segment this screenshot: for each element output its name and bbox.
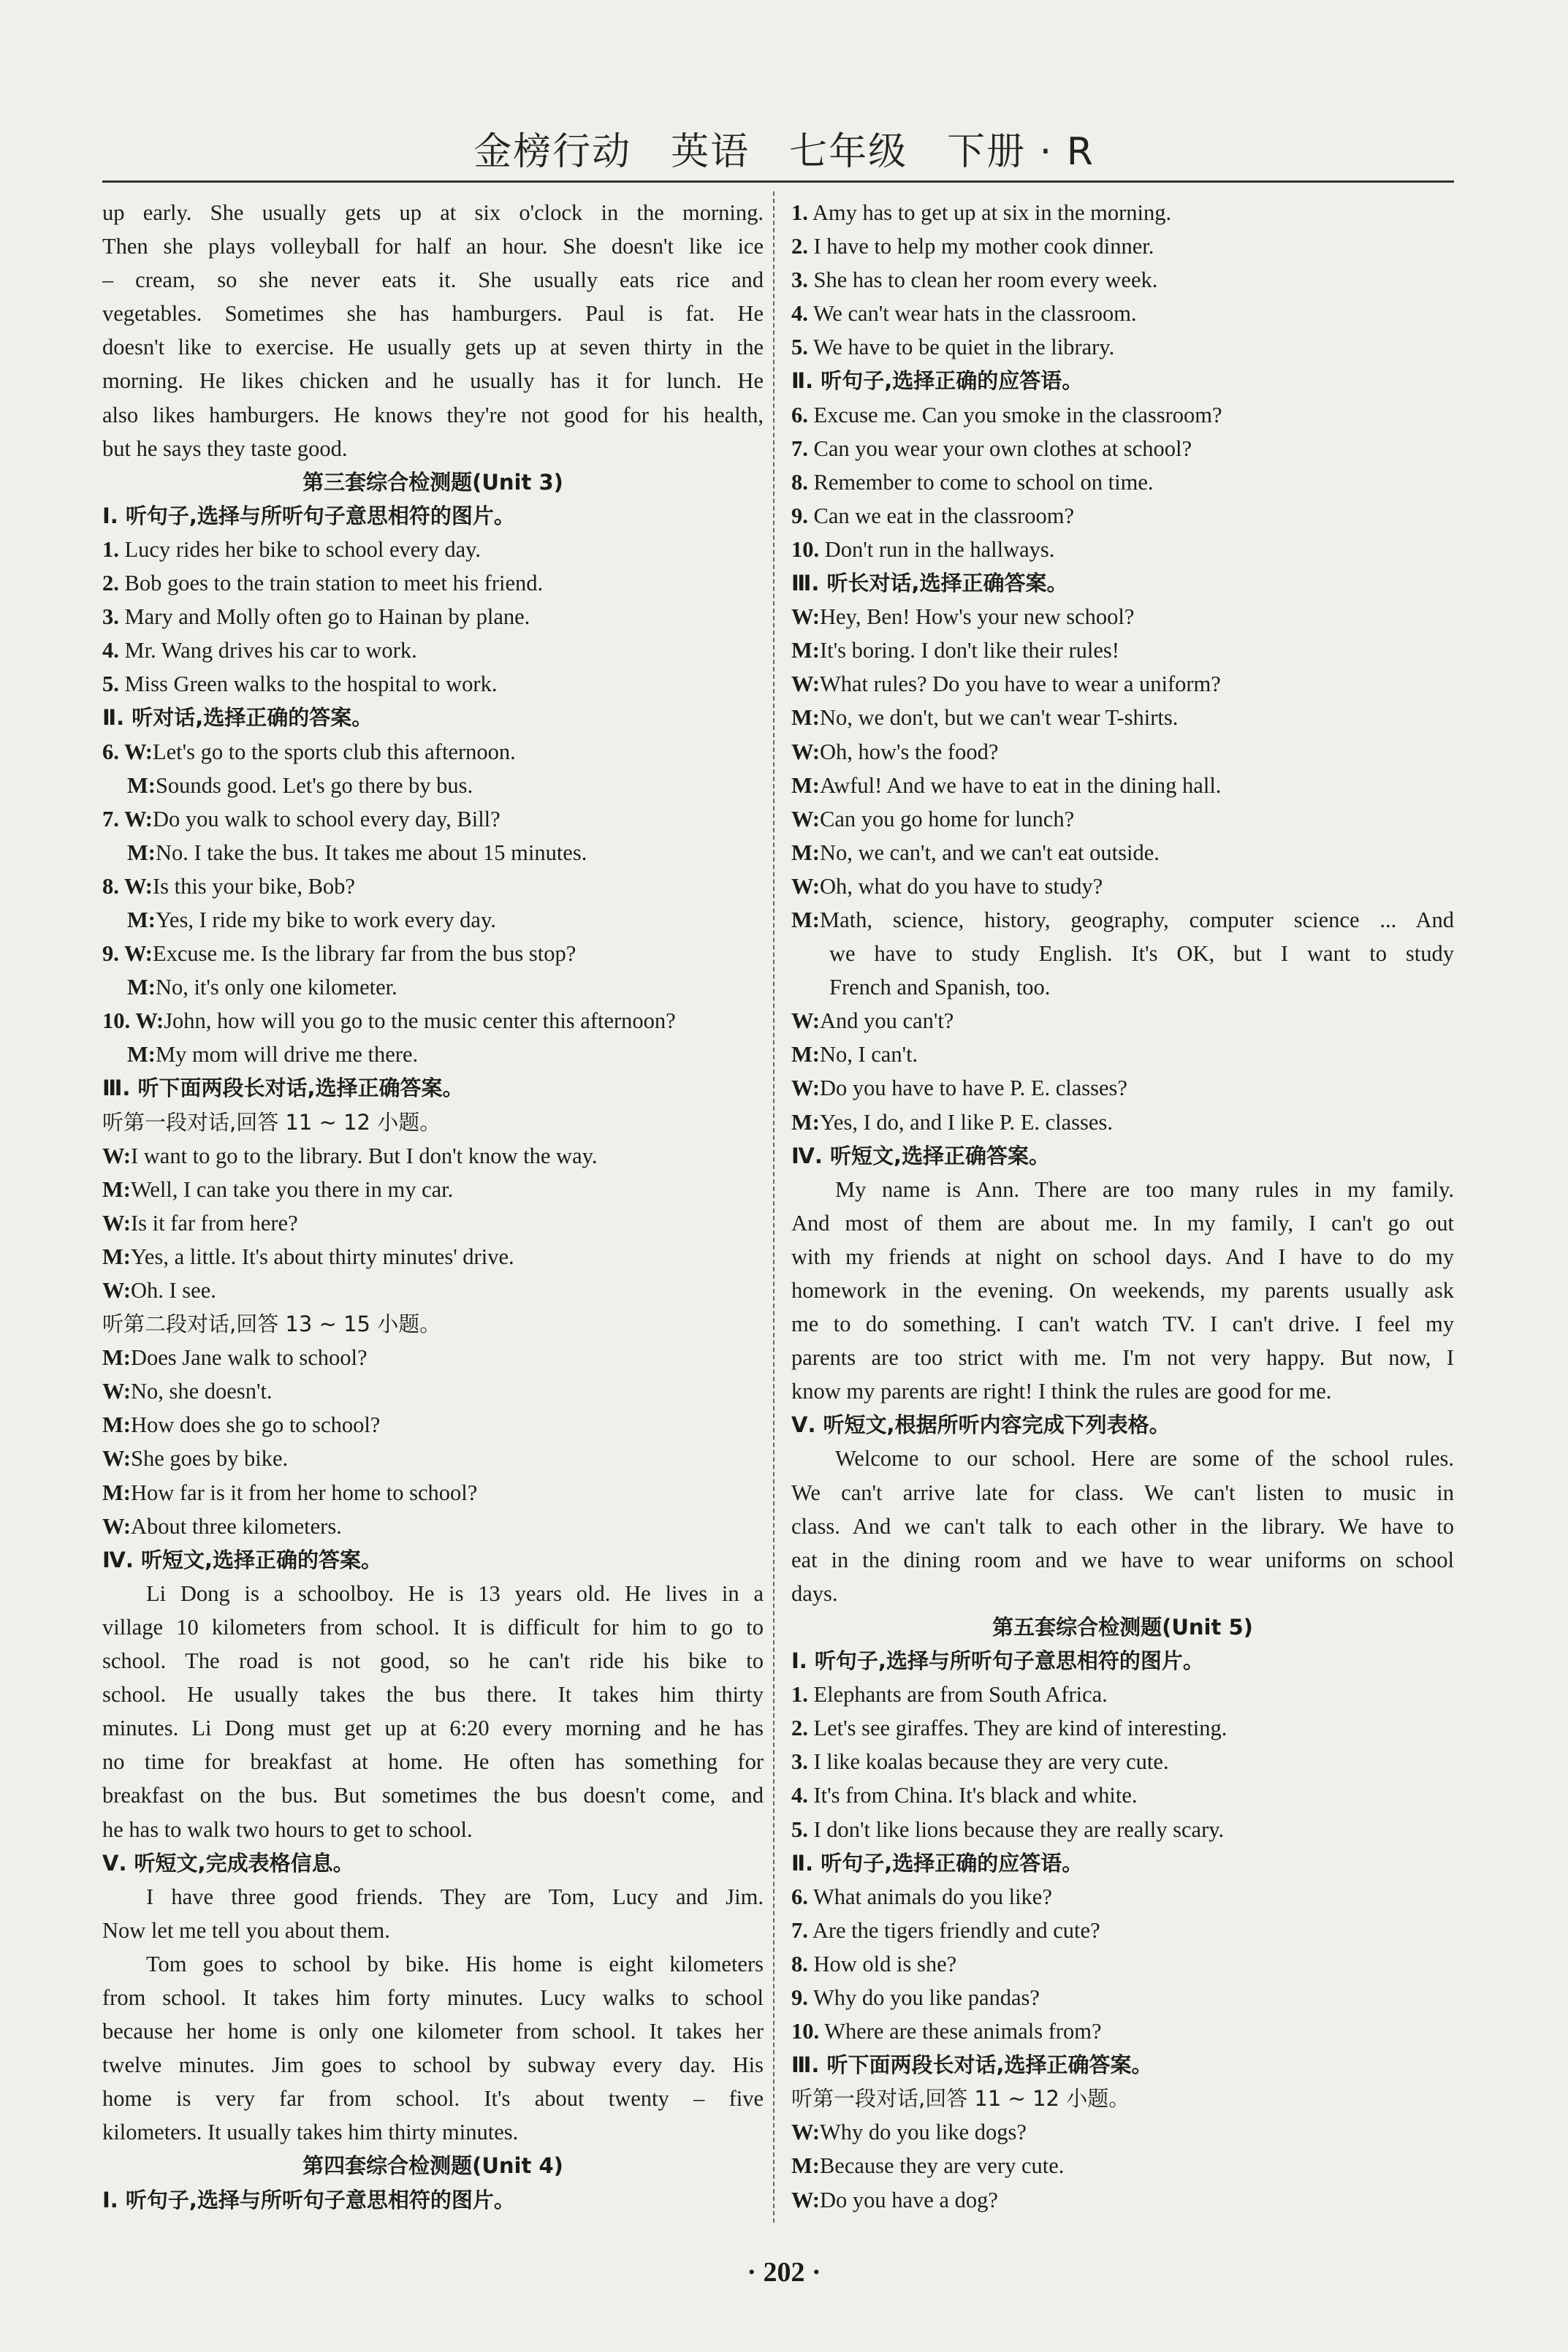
item-text: Yes, a little. It's about thirty minutes' drive. <box>130 1244 514 1269</box>
item-text: Math, science, history, geography, computer science ... And <box>819 907 1454 932</box>
passage-line: homework in the evening. On weekends, my parents usually ask <box>791 1278 1454 1303</box>
item-text: Let's see giraffes. They are kind of interesting. <box>807 1716 1228 1741</box>
passage-line: me to do something. I can't watch TV. I can't drive. I feel my <box>791 1312 1454 1337</box>
item-label: W: <box>102 1210 131 1236</box>
item-label: W: <box>791 2187 820 2212</box>
script-line <box>791 1105 1454 1139</box>
script-line <box>791 667 1454 701</box>
item-label: 6. <box>791 1884 808 1909</box>
passage-line: class. And we can't talk to each other in the library. We have to <box>791 1513 1454 1539</box>
script-line <box>791 2115 1454 2149</box>
item-text: My mom will drive me there. <box>155 1042 419 1067</box>
passage-line: Welcome to our school. Here are some of the school rules. <box>835 1446 1454 1472</box>
item-label: W: <box>791 671 820 697</box>
item-text: It's from China. It's black and white. <box>807 1783 1138 1808</box>
script-line <box>102 1510 764 1543</box>
script-line <box>791 398 1454 432</box>
item-text: Why do you like dogs? <box>819 2120 1027 2145</box>
passage-line: doesn't like to exercise. He usually gets up at seven thirty in the <box>102 335 764 360</box>
script-line <box>102 1341 764 1374</box>
instruction-line: 听第一段对话,回答 11 ~ 12 小题。 <box>102 1109 441 1135</box>
script-line <box>791 735 1454 769</box>
question-heading: Ⅰ. 听句子,选择与所听句子意思相符的图片。 <box>791 1648 1204 1674</box>
passage-line: with my friends at night on school days. And I have to do my <box>791 1244 1454 1269</box>
script-line <box>102 769 764 802</box>
column-divider <box>773 191 775 2223</box>
section-title: 第五套综合检测题(Unit 5) <box>992 1614 1253 1640</box>
item-label: M: <box>791 638 820 663</box>
item-label: M: <box>127 975 156 1000</box>
item-label: W: <box>791 873 820 899</box>
item-label: 2. <box>791 1716 808 1741</box>
script-line <box>102 735 764 769</box>
passage-line: twelve minutes. Jim goes to school by subway every day. His <box>102 2052 764 2078</box>
script-line <box>791 533 1454 566</box>
item-label: 10. <box>791 536 820 562</box>
header-rule <box>102 180 1454 183</box>
item-text: Do you have a dog? <box>819 2187 998 2212</box>
item-text: I have to help my mother cook dinner. <box>807 234 1154 259</box>
item-text: Bob goes to the train station to meet his friend. <box>118 571 544 596</box>
script-line <box>791 229 1454 263</box>
item-label: 8. W: <box>102 873 153 899</box>
item-text: Oh, what do you have to study? <box>819 873 1103 899</box>
item-text: Well, I can take you there in my car. <box>130 1176 454 1202</box>
item-text: No, she doesn't. <box>130 1379 273 1404</box>
item-label: 2. <box>102 571 119 596</box>
item-label: M: <box>127 907 156 932</box>
passage-line: but he says they taste good. <box>102 435 348 461</box>
script-line <box>102 970 764 1004</box>
script-line <box>102 533 764 566</box>
passage-line: from school. It takes him forty minutes. Lucy walks to school <box>102 1984 764 2010</box>
item-label: 3. <box>791 1749 808 1775</box>
item-text: Let's go to the sports club this afternoon. <box>152 739 516 764</box>
script-line <box>102 1139 764 1173</box>
passage-line: And most of them are about me. In my family, I can't go out <box>791 1210 1454 1236</box>
item-text: Oh, how's the food? <box>819 739 999 764</box>
item-text: Can you go home for lunch? <box>819 806 1075 831</box>
section-title: 第四套综合检测题(Unit 4) <box>302 2153 563 2179</box>
item-text: How does she go to school? <box>130 1412 381 1438</box>
question-heading: Ⅲ. 听下面两段长对话,选择正确答案。 <box>791 2052 1153 2078</box>
question-heading: Ⅴ. 听短文,根据所听内容完成下列表格。 <box>791 1412 1171 1438</box>
script-line: we have to study English. It's OK, but I want to study <box>829 941 1454 967</box>
item-text: Remember to come to school on time. <box>807 469 1154 495</box>
item-label: M: <box>791 772 820 798</box>
item-label: W: <box>102 1379 131 1404</box>
passage-line: Then she plays volleyball for half an hour. She doesn't like ice <box>102 234 764 259</box>
item-text: Can we eat in the classroom? <box>807 503 1075 528</box>
item-label: 10. <box>791 2019 820 2044</box>
item-label: M: <box>102 1176 131 1202</box>
item-text: Sounds good. Let's go there by bus. <box>155 772 473 798</box>
item-label: 1. <box>791 1682 808 1708</box>
passage-line: – cream, so she never eats it. She usually eats rice and <box>102 267 764 293</box>
item-text: I don't like lions because they are really scary. <box>807 1816 1225 1842</box>
passage-line: We can't arrive late for class. We can't listen to music in <box>791 1480 1454 1505</box>
item-label: M: <box>127 840 156 865</box>
section-title: 第三套综合检测题(Unit 3) <box>302 469 563 495</box>
item-text: Can you wear your own clothes at school? <box>807 435 1192 461</box>
item-text: It's boring. I don't like their rules! <box>819 638 1119 663</box>
item-text: Mr. Wang drives his car to work. <box>118 638 417 663</box>
script-line <box>102 600 764 633</box>
script-line <box>791 1778 1454 1812</box>
script-line <box>791 1038 1454 1071</box>
passage-line: Li Dong is a schoolboy. He is 13 years old. He lives in a <box>146 1580 764 1606</box>
item-text: Is it far from here? <box>130 1210 298 1236</box>
question-heading: Ⅰ. 听句子,选择与所听句子意思相符的图片。 <box>102 503 515 528</box>
script-line <box>102 1038 764 1071</box>
right-column <box>791 196 1454 2217</box>
question-heading: Ⅱ. 听句子,选择正确的应答语。 <box>791 1850 1084 1876</box>
item-text: Where are these animals from? <box>819 2019 1102 2044</box>
item-text: Are the tigers friendly and cute? <box>807 1917 1100 1943</box>
passage-line: morning. He likes chicken and he usually has it for lunch. He <box>102 368 764 394</box>
item-text: Miss Green walks to the hospital to work. <box>118 671 498 697</box>
item-label: 7. W: <box>102 806 153 831</box>
item-text: John, how will you go to the music center this afternoon? <box>164 1008 676 1034</box>
passage-line: Now let me tell you about them. <box>102 1917 390 1943</box>
passage-line: no time for breakfast at home. He often has something for <box>102 1749 764 1775</box>
item-label: W: <box>791 2120 820 2145</box>
script-line <box>102 869 764 903</box>
item-label: M: <box>127 1042 156 1067</box>
script-line <box>791 2014 1454 2048</box>
item-text: Awful! And we have to eat in the dining hall. <box>819 772 1222 798</box>
item-label: M: <box>791 2153 820 2179</box>
passage-line: days. <box>791 1580 838 1606</box>
item-label: 7. <box>791 1917 808 1943</box>
item-text: Lucy rides her bike to school every day. <box>118 536 482 562</box>
item-label: 5. <box>791 1816 808 1842</box>
item-text: Elephants are from South Africa. <box>807 1682 1108 1708</box>
question-heading: Ⅱ. 听句子,选择正确的应答语。 <box>791 368 1084 394</box>
item-label: 8. <box>791 1951 808 1976</box>
script-line <box>791 1678 1454 1711</box>
script-line <box>791 903 1454 937</box>
script-line <box>791 432 1454 465</box>
item-label: W: <box>791 1008 820 1034</box>
question-heading: Ⅲ. 听下面两段长对话,选择正确答案。 <box>102 1076 464 1101</box>
script-line <box>791 1813 1454 1846</box>
script-line <box>791 701 1454 734</box>
item-text: Excuse me. Is the library far from the bus stop? <box>152 941 576 967</box>
passage-line: kilometers. It usually takes him thirty minutes. <box>102 2120 519 2145</box>
script-line <box>102 1274 764 1307</box>
item-label: 3. <box>102 604 119 630</box>
item-label: 1. <box>102 536 119 562</box>
item-text: Mary and Molly often go to Hainan by plane. <box>118 604 530 630</box>
script-line <box>791 1071 1454 1105</box>
passage-line: also likes hamburgers. He knows they're not good for his health, <box>102 402 764 427</box>
item-label: W: <box>102 1278 131 1303</box>
script-line <box>791 836 1454 869</box>
item-text: Yes, I do, and I like P. E. classes. <box>819 1109 1113 1135</box>
passage-line: parents are too strict with me. I'm not very happy. But now, I <box>791 1345 1454 1371</box>
item-label: M: <box>791 705 820 731</box>
item-label: M: <box>791 907 820 932</box>
item-label: 1. <box>791 200 808 225</box>
script-line <box>102 1476 764 1510</box>
item-text: No, it's only one kilometer. <box>155 975 397 1000</box>
item-text: I want to go to the library. But I don't know the way. <box>130 1143 598 1168</box>
script-line <box>791 802 1454 836</box>
item-label: W: <box>791 604 820 630</box>
item-label: W: <box>791 806 820 831</box>
item-text: Does Jane walk to school? <box>130 1345 368 1371</box>
item-text: Oh. I see. <box>130 1278 216 1303</box>
item-label: M: <box>102 1412 131 1438</box>
passage-line: Tom goes to school by bike. His home is eight kilometers <box>146 1951 764 1976</box>
item-text: I like koalas because they are very cute. <box>807 1749 1169 1775</box>
item-label: 4. <box>102 638 119 663</box>
item-label: 9. <box>791 503 808 528</box>
item-text: No, I can't. <box>819 1042 918 1067</box>
script-line <box>791 1004 1454 1038</box>
script-line <box>791 1981 1454 2014</box>
item-text: Why do you like pandas? <box>807 1984 1040 2010</box>
script-line <box>791 196 1454 229</box>
passage-line: My name is Ann. There are too many rules in my family. <box>835 1176 1454 1202</box>
script-line <box>791 1947 1454 1981</box>
instruction-line: 听第二段对话,回答 13 ~ 15 小题。 <box>102 1312 441 1337</box>
page-header: 金榜行动 英语 七年级 下册 · R <box>473 130 1095 174</box>
script-line <box>102 802 764 836</box>
script-line <box>791 1914 1454 1947</box>
item-text: Hey, Ben! How's your new school? <box>819 604 1135 630</box>
item-text: Do you walk to school every day, Bill? <box>152 806 501 831</box>
item-label: 9. W: <box>102 941 153 967</box>
item-text: How old is she? <box>807 1951 957 1976</box>
script-line <box>791 2183 1454 2217</box>
item-text: No, we don't, but we can't wear T-shirts. <box>819 705 1179 731</box>
item-text: Do you have to have P. E. classes? <box>819 1076 1127 1101</box>
item-text: Don't run in the hallways. <box>819 536 1055 562</box>
left-column <box>102 196 764 2217</box>
item-label: 4. <box>791 1783 808 1808</box>
instruction-line: 听第一段对话,回答 11 ~ 12 小题。 <box>791 2086 1130 2112</box>
script-line <box>791 297 1454 330</box>
item-label: 4. <box>791 301 808 327</box>
item-text: Yes, I ride my bike to work every day. <box>155 907 496 932</box>
script-line <box>791 1745 1454 1778</box>
question-heading: Ⅴ. 听短文,完成表格信息。 <box>102 1850 354 1876</box>
passage-line: eat in the dining room and we have to wear uniforms on school <box>791 1547 1454 1572</box>
item-label: W: <box>102 1446 131 1472</box>
item-label: W: <box>102 1513 131 1539</box>
passage-line: know my parents are right! I think the rules are good for me. <box>791 1379 1332 1404</box>
passage-line: up early. She usually gets up at six o'clock in the morning. <box>102 200 764 225</box>
item-label: 5. <box>102 671 119 697</box>
item-label: M: <box>102 1244 131 1269</box>
item-text: Amy has to get up at six in the morning. <box>807 200 1172 225</box>
item-label: 3. <box>791 267 808 293</box>
item-label: 6. <box>791 402 808 427</box>
passage-line: because her home is only one kilometer from school. It takes her <box>102 2019 764 2044</box>
script-line <box>791 769 1454 802</box>
item-label: 9. <box>791 1984 808 2010</box>
script-line <box>102 836 764 869</box>
item-label: 2. <box>791 234 808 259</box>
script-line: French and Spanish, too. <box>829 975 1051 1000</box>
passage-line: minutes. Li Dong must get up at 6:20 every morning and he has <box>102 1716 764 1741</box>
item-label: 8. <box>791 469 808 495</box>
question-heading: Ⅲ. 听长对话,选择正确答案。 <box>791 571 1068 596</box>
item-label: M: <box>791 1109 820 1135</box>
script-line <box>102 566 764 600</box>
item-label: W: <box>791 739 820 764</box>
item-label: W: <box>791 1076 820 1101</box>
item-text: Is this your bike, Bob? <box>152 873 355 899</box>
passage-line: school. The road is not good, so he can't ride his bike to <box>102 1648 764 1674</box>
item-label: M: <box>102 1480 131 1505</box>
item-text: What animals do you like? <box>807 1884 1052 1909</box>
script-line <box>102 1004 764 1038</box>
script-line <box>102 1408 764 1442</box>
question-heading: Ⅰ. 听句子,选择与所听句子意思相符的图片。 <box>102 2187 515 2212</box>
passage-line: I have three good friends. They are Tom, Lucy and Jim. <box>146 1884 764 1909</box>
item-label: 7. <box>791 435 808 461</box>
question-heading: Ⅳ. 听短文,选择正确答案。 <box>791 1143 1050 1168</box>
script-line <box>102 1173 764 1206</box>
script-line <box>102 1442 764 1475</box>
item-text: We have to be quiet in the library. <box>807 335 1115 360</box>
item-text: And you can't? <box>819 1008 954 1034</box>
script-line <box>102 937 764 970</box>
script-line <box>791 263 1454 297</box>
script-line <box>102 1206 764 1240</box>
script-line <box>791 1880 1454 1914</box>
passage-line: he has to walk two hours to get to school. <box>102 1816 473 1842</box>
script-line <box>102 1374 764 1408</box>
item-label: M: <box>791 1042 820 1067</box>
passage-line: village 10 kilometers from school. It is difficult for him to go to <box>102 1614 764 1640</box>
item-label: M: <box>102 1345 131 1371</box>
passage-line: vegetables. Sometimes she has hamburgers. Paul is fat. He <box>102 301 764 327</box>
item-label: W: <box>102 1143 131 1168</box>
script-line <box>102 1240 764 1274</box>
script-line <box>102 667 764 701</box>
item-text: Excuse me. Can you smoke in the classroom? <box>807 402 1222 427</box>
item-label: M: <box>791 840 820 865</box>
item-text: She has to clean her room every week. <box>807 267 1158 293</box>
item-text: No. I take the bus. It takes me about 15 minutes. <box>155 840 587 865</box>
item-label: 5. <box>791 335 808 360</box>
item-text: She goes by bike. <box>130 1446 289 1472</box>
page-number: · 202 · <box>747 2257 821 2288</box>
script-line <box>791 465 1454 499</box>
script-line <box>791 499 1454 533</box>
item-label: 10. W: <box>102 1008 164 1034</box>
item-text: No, we can't, and we can't eat outside. <box>819 840 1160 865</box>
item-text: About three kilometers. <box>130 1513 342 1539</box>
item-text: We can't wear hats in the classroom. <box>807 301 1137 327</box>
script-line <box>102 633 764 667</box>
question-heading: Ⅱ. 听对话,选择正确的答案。 <box>102 705 373 731</box>
passage-line: school. He usually takes the bus there. It takes him thirty <box>102 1682 764 1708</box>
script-line <box>791 633 1454 667</box>
item-text: How far is it from her home to school? <box>130 1480 478 1505</box>
script-line <box>102 903 764 937</box>
script-line <box>791 1711 1454 1745</box>
passage-line: breakfast on the bus. But sometimes the bus doesn't come, and <box>102 1783 764 1808</box>
passage-line: home is very far from school. It's about twenty – five <box>102 2086 764 2112</box>
script-line <box>791 600 1454 633</box>
script-line <box>791 330 1454 364</box>
item-text: What rules? Do you have to wear a uniform? <box>819 671 1221 697</box>
question-heading: Ⅳ. 听短文,选择正确的答案。 <box>102 1547 382 1572</box>
script-line <box>791 869 1454 903</box>
script-line <box>791 2149 1454 2182</box>
item-label: M: <box>127 772 156 798</box>
item-text: Because they are very cute. <box>819 2153 1065 2179</box>
item-label: 6. W: <box>102 739 153 764</box>
